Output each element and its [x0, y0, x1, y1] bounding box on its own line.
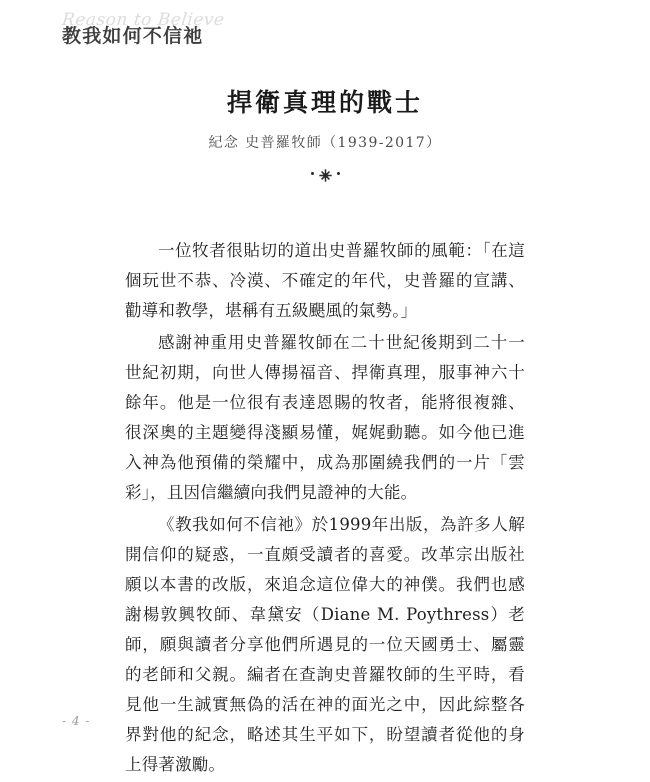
starburst-icon: [319, 167, 332, 180]
dot-right-icon: [337, 172, 340, 175]
article-title: 捍衛真理的戰士: [226, 88, 423, 117]
paragraph: 感謝神重用史普羅牧師在二十世紀後期到二十一世紀初期，向世人傳揚福音、捍衛真理，服事神六十餘年。他是一位很有表達恩賜的牧者，能將很複雜、很深奧的主題變得淺顯易懂，娓娓動聽。如今他已進入神為他預備的榮耀中，成為那圍繞我們的一片「雲彩」，且因信繼續向我們見證神的大能。: [125, 333, 525, 502]
article-subtitle: 紀念 史普羅牧師（1939-2017）: [208, 135, 442, 151]
running-header-book-title: 教我如何不信祂: [62, 25, 204, 47]
title-block: [0, 88, 650, 182]
section-ornament: [0, 166, 650, 182]
dot-left-icon: [311, 172, 314, 175]
running-header-script-title: Reason to Believe: [61, 10, 226, 30]
body-text: [125, 236, 525, 782]
paragraph: 一位牧者很貼切的道出史普羅牧師的風範：「在這個玩世不恭、冷漠、不確定的年代，史普羅的宣講、勸導和教學，堪稱有五級颶風的氣勢。」: [125, 241, 525, 320]
paragraph: 《教我如何不信祂》於1999年出版，為許多人解開信仰的疑惑，一直頗受讀者的喜愛。改革宗出版社願以本書的改版，來追念這位偉大的神僕。我們也感謝楊敦興牧師、韋黛安（Diane M. Poythress）老師，願與讀者分享他們所遇見的一位天國勇士、屬靈的老師和父親。編者在查詢史普羅牧師的生平時，看見他一生誠實無偽的活在神的面光之中，因此綜整各界對他的紀念，略述其生平如下，盼望讀者從他的身上得著激勵。: [125, 515, 525, 774]
running-header: [62, 12, 482, 48]
page-number: - 4 -: [62, 714, 91, 728]
